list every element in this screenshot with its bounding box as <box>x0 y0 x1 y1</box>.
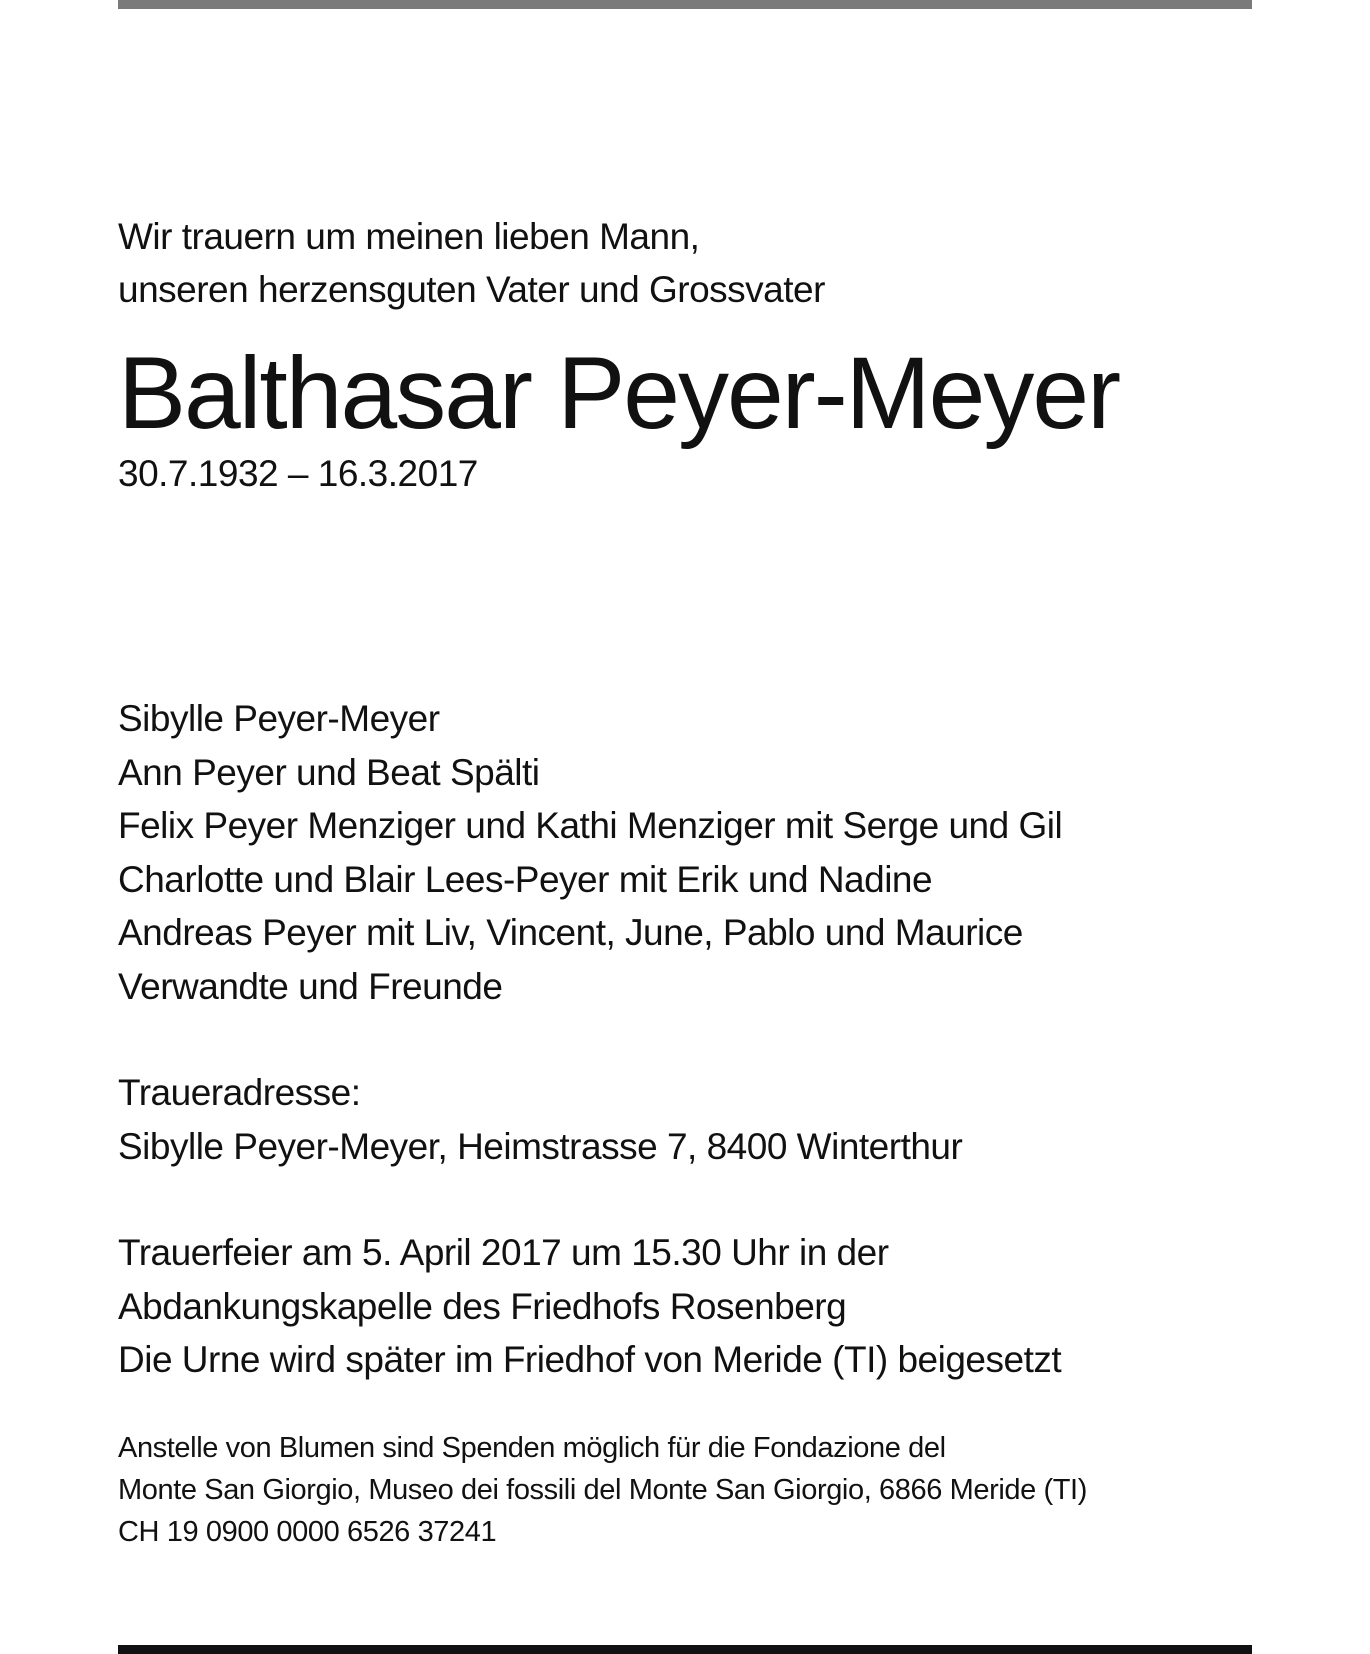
donation-line: Anstelle von Blumen sind Spenden möglich für die Fondazione del <box>118 1431 946 1464</box>
mourner-line: Ann Peyer und Beat Spälti <box>118 751 540 793</box>
intro-line: Wir trauern um meinen lieben Mann, <box>118 216 700 257</box>
mourner-line: Verwandte und Freunde <box>118 965 503 1007</box>
life-dates: 30.7.1932 – 16.3.2017 <box>118 453 478 494</box>
ceremony-info <box>118 1226 1252 1387</box>
ceremony-line: Trauerfeier am 5. April 2017 um 15.30 Uhr in der <box>118 1232 889 1273</box>
ceremony-line: Die Urne wird später im Friedhof von Meride (TI) beigesetzt <box>118 1339 1062 1380</box>
donation-line: Monte San Giorgio, Museo dei fossili del Monte San Giorgio, 6866 Meride (TI) <box>118 1473 1087 1506</box>
mourner-line: Andreas Peyer mit Liv, Vincent, June, Pablo und Maurice <box>118 912 1023 953</box>
mourning-address-label: Traueradresse: <box>118 1072 361 1113</box>
mourning-address <box>118 1066 1252 1173</box>
bottom-rule <box>118 1645 1252 1654</box>
mourner-line: Sibylle Peyer-Meyer <box>118 698 440 739</box>
donation-info <box>118 1427 1252 1553</box>
intro-text <box>118 210 1252 316</box>
deceased-name: Balthasar Peyer-Meyer <box>118 336 1120 450</box>
top-rule <box>118 0 1252 9</box>
mourning-address-value: Sibylle Peyer-Meyer, Heimstrasse 7, 8400 Winterthur <box>118 1125 963 1167</box>
obituary-notice <box>118 210 1252 1553</box>
mourner-line: Felix Peyer Menziger und Kathi Menziger mit Serge und Gil <box>118 805 1063 846</box>
mourner-line: Charlotte und Blair Lees-Peyer mit Erik und Nadine <box>118 858 933 900</box>
donation-iban: CH 19 0900 0000 6526 37241 <box>118 1515 497 1548</box>
intro-line: unseren herzensguten Vater und Grossvater <box>118 269 825 310</box>
ceremony-line: Abdankungskapelle des Friedhofs Rosenberg <box>118 1285 847 1327</box>
mourners-list <box>118 692 1252 1013</box>
